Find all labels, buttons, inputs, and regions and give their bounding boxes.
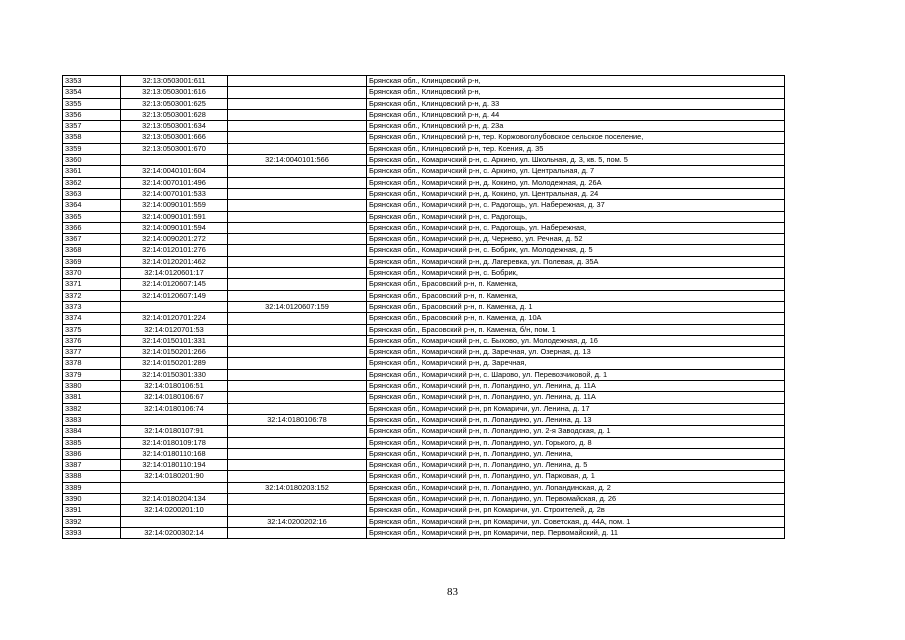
table-row <box>63 358 785 369</box>
table-row <box>63 482 785 493</box>
row-number-cell: 3385 <box>63 437 121 448</box>
cadastral-number-cell: 32:13:0503001:611 <box>121 76 228 87</box>
cadastral-number-alt-cell <box>228 245 367 256</box>
cadastral-number-cell: 32:14:0120701:53 <box>121 324 228 335</box>
address-cell: Брянская обл., Комаричский р-н, п. Лопандино, ул. Ленина, <box>367 448 785 459</box>
address-cell: Брянская обл., Комаричский р-н, д. Заречная, <box>367 358 785 369</box>
cadastral-number-cell: 32:14:0150101:331 <box>121 335 228 346</box>
address-cell: Брянская обл., Комаричский р-н, п. Лопандино, ул. 2-я Заводская, д. 1 <box>367 426 785 437</box>
table-row <box>63 87 785 98</box>
address-cell: Брянская обл., Комаричский р-н, с. Аркино, ул. Центральная, д. 7 <box>367 166 785 177</box>
cadastral-number-alt-cell <box>228 268 367 279</box>
cadastral-number-cell: 32:14:0070101:533 <box>121 188 228 199</box>
cadastral-number-cell: 32:14:0150201:289 <box>121 358 228 369</box>
cadastral-number-cell: 32:14:0120201:462 <box>121 256 228 267</box>
cadastral-number-cell: 32:13:0503001:616 <box>121 87 228 98</box>
table-row <box>63 143 785 154</box>
row-number-cell: 3388 <box>63 471 121 482</box>
row-number-cell: 3383 <box>63 414 121 425</box>
cadastral-number-alt-cell <box>228 358 367 369</box>
cadastral-number-alt-cell <box>228 392 367 403</box>
row-number-cell: 3365 <box>63 211 121 222</box>
row-number-cell: 3379 <box>63 369 121 380</box>
cadastral-number-alt-cell <box>228 177 367 188</box>
table-row <box>63 166 785 177</box>
row-number-cell: 3375 <box>63 324 121 335</box>
row-number-cell: 3377 <box>63 347 121 358</box>
table-row <box>63 403 785 414</box>
cadastral-number-alt-cell <box>228 256 367 267</box>
address-cell: Брянская обл., Комаричский р-н, с. Радогощь, <box>367 211 785 222</box>
table-row <box>63 324 785 335</box>
address-cell: Брянская обл., Брасовский р-н, п. Каменка, <box>367 290 785 301</box>
cadastral-number-alt-cell <box>228 188 367 199</box>
table-row <box>63 268 785 279</box>
table-row <box>63 381 785 392</box>
cadastral-number-alt-cell <box>228 143 367 154</box>
address-cell: Брянская обл., Комаричский р-н, д. Кокино, ул. Центральная, д. 24 <box>367 188 785 199</box>
address-cell: Брянская обл., Брасовский р-н, п. Каменка, д. 10А <box>367 313 785 324</box>
cadastral-number-cell: 32:14:0090101:594 <box>121 222 228 233</box>
cadastral-number-alt-cell <box>228 460 367 471</box>
row-number-cell: 3376 <box>63 335 121 346</box>
cadastral-number-cell <box>121 516 228 527</box>
table-row <box>63 460 785 471</box>
row-number-cell: 3358 <box>63 132 121 143</box>
table-row <box>63 448 785 459</box>
row-number-cell: 3357 <box>63 121 121 132</box>
cadastral-number-cell: 32:14:0090101:559 <box>121 200 228 211</box>
table-row <box>63 471 785 482</box>
row-number-cell: 3356 <box>63 109 121 120</box>
row-number-cell: 3355 <box>63 98 121 109</box>
cadastral-number-alt-cell <box>228 493 367 504</box>
cadastral-number-alt-cell: 32:14:0040101:566 <box>228 155 367 166</box>
row-number-cell: 3386 <box>63 448 121 459</box>
cadastral-number-alt-cell: 32:14:0180106:78 <box>228 414 367 425</box>
table-row <box>63 516 785 527</box>
address-cell: Брянская обл., Клинцовский р-н, д. 23а <box>367 121 785 132</box>
table-row <box>63 437 785 448</box>
cadastral-number-alt-cell <box>228 109 367 120</box>
cadastral-number-cell <box>121 301 228 312</box>
address-cell: Брянская обл., Комаричский р-н, п. Лопандино, ул. Ленина, д. 11А <box>367 381 785 392</box>
table-row <box>63 234 785 245</box>
address-cell: Брянская обл., Комаричский р-н, с. Радогощь, ул. Набережная, д. 37 <box>367 200 785 211</box>
cadastral-number-alt-cell <box>228 234 367 245</box>
cadastral-number-alt-cell <box>228 403 367 414</box>
cadastral-number-alt-cell <box>228 505 367 516</box>
address-cell: Брянская обл., Комаричский р-н, д. Чернево, ул. Речная, д. 52 <box>367 234 785 245</box>
cadastral-number-cell: 32:14:0040101:604 <box>121 166 228 177</box>
cadastral-number-cell: 32:14:0120607:145 <box>121 279 228 290</box>
property-table-body <box>63 76 785 539</box>
cadastral-number-alt-cell <box>228 279 367 290</box>
table-row <box>63 98 785 109</box>
row-number-cell: 3374 <box>63 313 121 324</box>
cadastral-number-alt-cell <box>228 437 367 448</box>
cadastral-number-alt-cell <box>228 87 367 98</box>
cadastral-number-cell: 32:14:0200302:14 <box>121 527 228 538</box>
table-row <box>63 493 785 504</box>
table-row <box>63 222 785 233</box>
table-row <box>63 200 785 211</box>
cadastral-number-alt-cell <box>228 369 367 380</box>
page-number: 83 <box>447 586 458 598</box>
cadastral-number-cell: 32:14:0090201:272 <box>121 234 228 245</box>
table-row <box>63 279 785 290</box>
address-cell: Брянская обл., Комаричский р-н, д. Заречная, ул. Озерная, д. 13 <box>367 347 785 358</box>
row-number-cell: 3378 <box>63 358 121 369</box>
cadastral-number-cell: 32:14:0120101:276 <box>121 245 228 256</box>
table-row <box>63 76 785 87</box>
row-number-cell: 3359 <box>63 143 121 154</box>
cadastral-number-cell: 32:14:0090101:591 <box>121 211 228 222</box>
address-cell: Брянская обл., Клинцовский р-н, д. 33 <box>367 98 785 109</box>
cadastral-number-cell: 32:14:0070101:496 <box>121 177 228 188</box>
cadastral-number-alt-cell <box>228 471 367 482</box>
address-cell: Брянская обл., Клинцовский р-н, д. 44 <box>367 109 785 120</box>
table-row <box>63 313 785 324</box>
address-cell: Брянская обл., Клинцовский р-н, <box>367 76 785 87</box>
cadastral-number-cell: 32:14:0120601:17 <box>121 268 228 279</box>
cadastral-number-alt-cell <box>228 211 367 222</box>
cadastral-number-cell: 32:14:0180106:67 <box>121 392 228 403</box>
cadastral-number-alt-cell <box>228 132 367 143</box>
address-cell: Брянская обл., Комаричский р-н, с. Бобрик, <box>367 268 785 279</box>
cadastral-number-alt-cell: 32:14:0200202:16 <box>228 516 367 527</box>
cadastral-number-alt-cell: 32:14:0120607:159 <box>228 301 367 312</box>
table-row <box>63 335 785 346</box>
cadastral-number-alt-cell <box>228 76 367 87</box>
property-table <box>62 75 785 539</box>
address-cell: Брянская обл., Комаричский р-н, п. Лопандино, ул. Лопандинская, д. 2 <box>367 482 785 493</box>
row-number-cell: 3368 <box>63 245 121 256</box>
cadastral-number-cell: 32:14:0180204:134 <box>121 493 228 504</box>
row-number-cell: 3366 <box>63 222 121 233</box>
row-number-cell: 3384 <box>63 426 121 437</box>
address-cell: Брянская обл., Брасовский р-н, п. Каменка, <box>367 279 785 290</box>
address-cell: Брянская обл., Комаричский р-н, п. Лопандино, ул. Ленина, д. 11А <box>367 392 785 403</box>
address-cell: Брянская обл., Комаричский р-н, п. Лопандино, ул. Парковая, д. 1 <box>367 471 785 482</box>
cadastral-number-cell: 32:14:0180109:178 <box>121 437 228 448</box>
table-row <box>63 527 785 538</box>
table-row <box>63 155 785 166</box>
cadastral-number-cell: 32:14:0180106:51 <box>121 381 228 392</box>
row-number-cell: 3372 <box>63 290 121 301</box>
cadastral-number-alt-cell <box>228 347 367 358</box>
row-number-cell: 3393 <box>63 527 121 538</box>
table-row <box>63 245 785 256</box>
cadastral-number-alt-cell <box>228 290 367 301</box>
address-cell: Брянская обл., Брасовский р-н, п. Каменка, б/н, пом. 1 <box>367 324 785 335</box>
table-row <box>63 505 785 516</box>
row-number-cell: 3354 <box>63 87 121 98</box>
cadastral-number-alt-cell <box>228 426 367 437</box>
row-number-cell: 3391 <box>63 505 121 516</box>
table-row <box>63 256 785 267</box>
row-number-cell: 3362 <box>63 177 121 188</box>
address-cell: Брянская обл., Комаричский р-н, с. Бобрик, ул. Молодежная, д. 5 <box>367 245 785 256</box>
cadastral-number-cell <box>121 155 228 166</box>
address-cell: Брянская обл., Комаричский р-н, рп Комаричи, пер. Первомайский, д. 11 <box>367 527 785 538</box>
table-row <box>63 426 785 437</box>
cadastral-number-alt-cell <box>228 98 367 109</box>
row-number-cell: 3389 <box>63 482 121 493</box>
row-number-cell: 3360 <box>63 155 121 166</box>
row-number-cell: 3363 <box>63 188 121 199</box>
cadastral-number-cell: 32:13:0503001:634 <box>121 121 228 132</box>
address-cell: Брянская обл., Комаричский р-н, с. Радогощь, ул. Набережная, <box>367 222 785 233</box>
row-number-cell: 3373 <box>63 301 121 312</box>
cadastral-number-alt-cell <box>228 222 367 233</box>
row-number-cell: 3382 <box>63 403 121 414</box>
cadastral-number-cell: 32:14:0150201:266 <box>121 347 228 358</box>
address-cell: Брянская обл., Клинцовский р-н, тер. Ксения, д. 35 <box>367 143 785 154</box>
cadastral-number-alt-cell <box>228 381 367 392</box>
address-cell: Брянская обл., Комаричский р-н, с. Шарово, ул. Перевозчиковой, д. 1 <box>367 369 785 380</box>
table-row <box>63 132 785 143</box>
cadastral-number-cell: 32:14:0180110:168 <box>121 448 228 459</box>
address-cell: Брянская обл., Комаричский р-н, п. Лопандино, ул. Первомайская, д. 26 <box>367 493 785 504</box>
cadastral-number-alt-cell: 32:14:0180203:152 <box>228 482 367 493</box>
row-number-cell: 3392 <box>63 516 121 527</box>
table-row <box>63 211 785 222</box>
address-cell: Брянская обл., Комаричский р-н, п. Лопандино, ул. Горького, д. 8 <box>367 437 785 448</box>
address-cell: Брянская обл., Комаричский р-н, рп Комаричи, ул. Строителей, д. 2в <box>367 505 785 516</box>
cadastral-number-cell: 32:13:0503001:670 <box>121 143 228 154</box>
table-row <box>63 177 785 188</box>
row-number-cell: 3370 <box>63 268 121 279</box>
cadastral-number-alt-cell <box>228 324 367 335</box>
table-row <box>63 109 785 120</box>
row-number-cell: 3353 <box>63 76 121 87</box>
address-cell: Брянская обл., Комаричский р-н, с. Быхово, ул. Молодежная, д. 16 <box>367 335 785 346</box>
address-cell: Брянская обл., Комаричский р-н, д. Лагеревка, ул. Полевая, д. 35А <box>367 256 785 267</box>
address-cell: Брянская обл., Комаричский р-н, п. Лопандино, ул. Ленина, д. 5 <box>367 460 785 471</box>
address-cell: Брянская обл., Комаричский р-н, с. Аркино, ул. Школьная, д. 3, кв. 5, пом. 5 <box>367 155 785 166</box>
cadastral-number-cell: 32:14:0120607:149 <box>121 290 228 301</box>
cadastral-number-cell: 32:13:0503001:625 <box>121 98 228 109</box>
row-number-cell: 3387 <box>63 460 121 471</box>
cadastral-number-cell: 32:13:0503001:666 <box>121 132 228 143</box>
cadastral-number-cell: 32:14:0180106:74 <box>121 403 228 414</box>
table-row <box>63 290 785 301</box>
row-number-cell: 3367 <box>63 234 121 245</box>
row-number-cell: 3381 <box>63 392 121 403</box>
cadastral-number-alt-cell <box>228 335 367 346</box>
table-row <box>63 369 785 380</box>
cadastral-number-cell: 32:14:0200201:10 <box>121 505 228 516</box>
cadastral-number-cell: 32:14:0180201:90 <box>121 471 228 482</box>
address-cell: Брянская обл., Комаричский р-н, д. Кокино, ул. Молодежная, д. 26А <box>367 177 785 188</box>
address-cell: Брянская обл., Комаричский р-н, п. Лопандино, ул. Ленина, д. 13 <box>367 414 785 425</box>
table-row <box>63 347 785 358</box>
row-number-cell: 3361 <box>63 166 121 177</box>
address-cell: Брянская обл., Комаричский р-н, рп Комаричи, ул. Советская, д. 44А, пом. 1 <box>367 516 785 527</box>
cadastral-number-cell: 32:14:0150301:330 <box>121 369 228 380</box>
row-number-cell: 3390 <box>63 493 121 504</box>
row-number-cell: 3380 <box>63 381 121 392</box>
cadastral-number-alt-cell <box>228 313 367 324</box>
table-row <box>63 392 785 403</box>
table-row <box>63 188 785 199</box>
table-row <box>63 414 785 425</box>
cadastral-number-alt-cell <box>228 448 367 459</box>
row-number-cell: 3364 <box>63 200 121 211</box>
cadastral-number-alt-cell <box>228 166 367 177</box>
table-row <box>63 121 785 132</box>
cadastral-number-cell: 32:14:0120701:224 <box>121 313 228 324</box>
address-cell: Брянская обл., Клинцовский р-н, <box>367 87 785 98</box>
row-number-cell: 3371 <box>63 279 121 290</box>
cadastral-number-alt-cell <box>228 121 367 132</box>
cadastral-number-alt-cell <box>228 527 367 538</box>
cadastral-number-cell <box>121 482 228 493</box>
address-cell: Брянская обл., Комаричский р-н, рп Комаричи, ул. Ленина, д. 17 <box>367 403 785 414</box>
address-cell: Брянская обл., Брасовский р-н, п. Каменка, д. 1 <box>367 301 785 312</box>
cadastral-number-cell <box>121 414 228 425</box>
cadastral-number-cell: 32:14:0180107:91 <box>121 426 228 437</box>
address-cell: Брянская обл., Клинцовский р-н, тер. Коржовоголубовское сельское поселение, <box>367 132 785 143</box>
cadastral-number-alt-cell <box>228 200 367 211</box>
cadastral-number-cell: 32:13:0503001:628 <box>121 109 228 120</box>
cadastral-number-cell: 32:14:0180110:194 <box>121 460 228 471</box>
row-number-cell: 3369 <box>63 256 121 267</box>
table-row <box>63 301 785 312</box>
